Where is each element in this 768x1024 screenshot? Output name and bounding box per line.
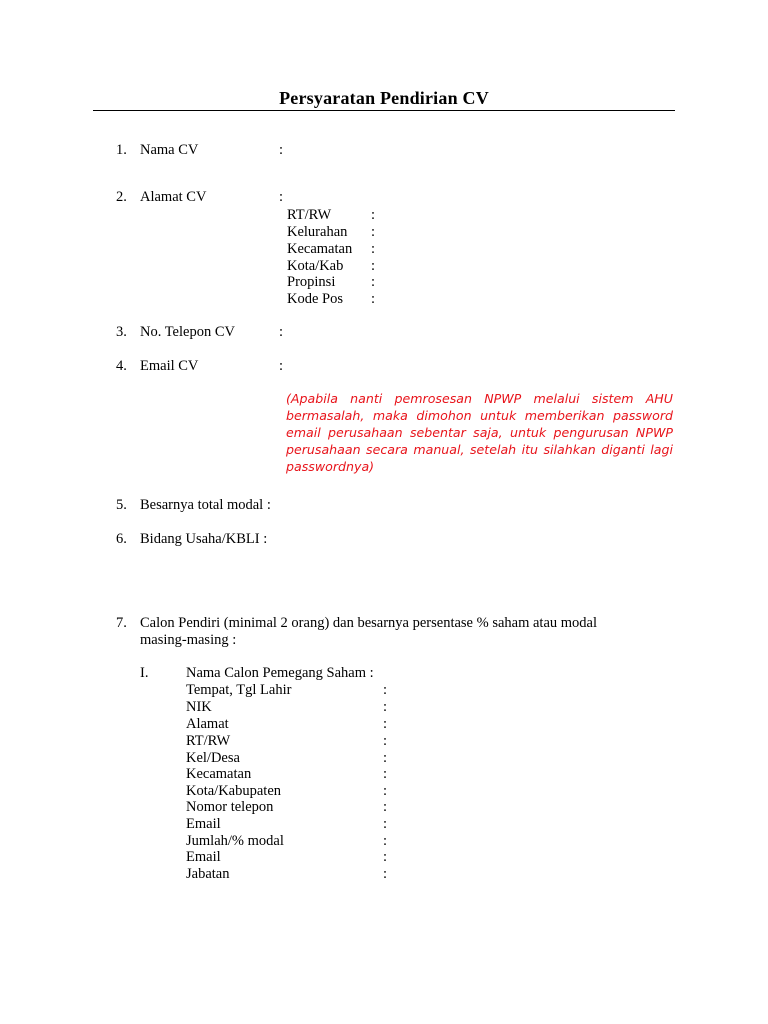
- colon-separator: :: [383, 766, 388, 782]
- colon-separator: :: [371, 291, 376, 307]
- shareholder-field-label: Nomor telepon: [186, 799, 274, 815]
- address-field-label: Propinsi: [287, 274, 336, 290]
- shareholder-field-label: Nama Calon Pemegang Saham :: [186, 665, 374, 681]
- colon-separator: :: [383, 833, 388, 849]
- colon-separator: :: [383, 716, 388, 732]
- colon-separator: :: [371, 207, 376, 223]
- shareholder-field-label: Kota/Kabupaten: [186, 783, 282, 799]
- address-field-label: Kecamatan: [287, 241, 353, 257]
- colon-separator: :: [383, 866, 388, 882]
- address-field-label: RT/RW: [287, 207, 332, 223]
- colon-separator: :: [383, 783, 388, 799]
- colon-separator: :: [383, 750, 388, 766]
- item-number: 2.: [116, 189, 127, 205]
- item-label-email-cv: Email CV: [140, 358, 199, 374]
- shareholder-field-label: Email: [186, 849, 221, 865]
- address-field-label: Kode Pos: [287, 291, 343, 307]
- colon-separator: :: [371, 224, 376, 240]
- colon-separator: :: [279, 189, 284, 205]
- page-title: Persyaratan Pendirian CV: [279, 88, 489, 108]
- colon-separator: :: [371, 241, 376, 257]
- shareholder-field-label: Kecamatan: [186, 766, 252, 782]
- colon-separator: :: [279, 324, 284, 340]
- shareholder-field-label: Email: [186, 816, 221, 832]
- colon-separator: :: [371, 274, 376, 290]
- address-field-label: Kota/Kab: [287, 258, 344, 274]
- npwp-note: (Apabila nanti pemrosesan NPWP melalui sistem AHU bermasalah, maka dimohon untuk memberikan password email perusahaan sebentar saja, untuk pengurusan NPWP perusahaan secara manual, setelah itu silahkan diganti lagi passwordnya): [286, 391, 673, 474]
- colon-separator: :: [371, 258, 376, 274]
- shareholder-number: I.: [140, 665, 149, 681]
- item-label-total-modal: Besarnya total modal :: [140, 497, 271, 513]
- colon-separator: :: [383, 799, 388, 815]
- item-number: 1.: [116, 142, 127, 158]
- title-underline: [93, 110, 675, 111]
- shareholder-field-label: NIK: [186, 699, 212, 715]
- colon-separator: :: [383, 699, 388, 715]
- shareholder-field-label: Tempat, Tgl Lahir: [186, 682, 292, 698]
- item-number: 7.: [116, 615, 127, 631]
- item-number: 3.: [116, 324, 127, 340]
- item-label-telepon-cv: No. Telepon CV: [140, 324, 235, 340]
- colon-separator: :: [279, 142, 284, 158]
- colon-separator: :: [383, 682, 388, 698]
- shareholder-field-label: Jabatan: [186, 866, 230, 882]
- shareholder-field-label: Jumlah/% modal: [186, 833, 284, 849]
- item-label-alamat-cv: Alamat CV: [140, 189, 207, 205]
- address-field-label: Kelurahan: [287, 224, 348, 240]
- colon-separator: :: [279, 358, 284, 374]
- item-label-bidang-usaha: Bidang Usaha/KBLI :: [140, 531, 268, 547]
- shareholder-field-label: RT/RW: [186, 733, 231, 749]
- item-number: 6.: [116, 531, 127, 547]
- colon-separator: :: [383, 816, 388, 832]
- item-number: 5.: [116, 497, 127, 513]
- shareholder-field-label: Kel/Desa: [186, 750, 240, 766]
- shareholder-field-label: Alamat: [186, 716, 229, 732]
- item-label-calon-pendiri: Calon Pendiri (minimal 2 orang) dan besarnya persentase % saham atau modal masing-masing :: [140, 615, 598, 648]
- item-label-nama-cv: Nama CV: [140, 142, 199, 158]
- colon-separator: :: [383, 849, 388, 865]
- colon-separator: :: [383, 733, 388, 749]
- item-number: 4.: [116, 358, 127, 374]
